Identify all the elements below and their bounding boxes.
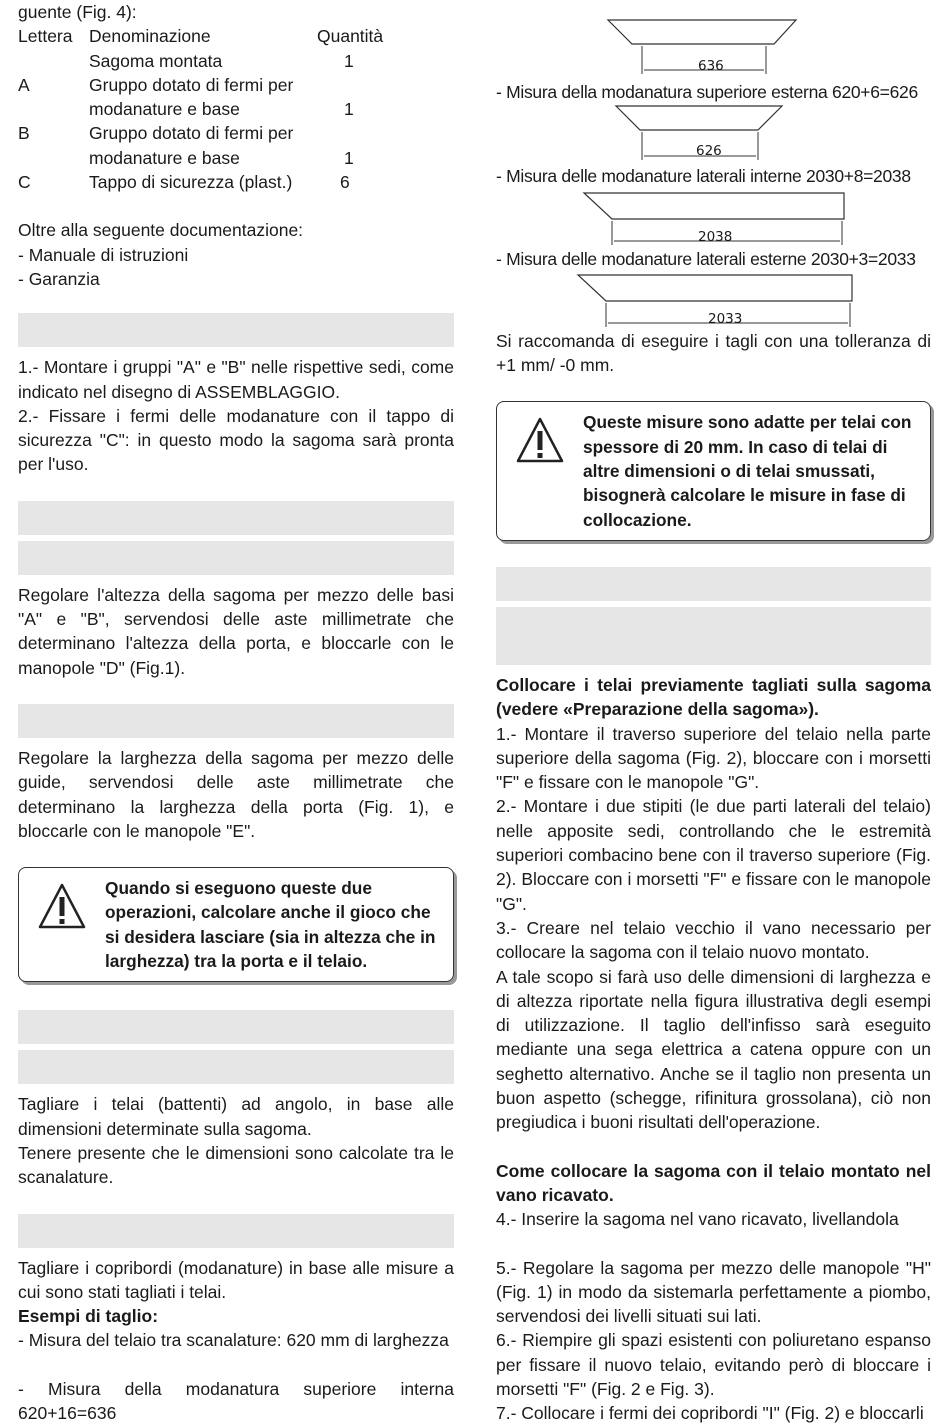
intro-text: guente (Fig. 4): [18, 2, 137, 22]
warning-icon [515, 416, 565, 464]
molding-figure-2038 [496, 189, 931, 247]
section-heading-bar [496, 607, 931, 665]
part-qty [317, 73, 377, 97]
doc-intro: Oltre alla seguente documentazione: [18, 220, 304, 241]
parts-table [18, 24, 454, 194]
width-text: Regolare la larghezza della sagoma per mezzo delle guide, servendosi delle aste millimetrate che determinano la larghezza della porta (Fig. 1), e bloccarle con le manopole "E". [18, 747, 454, 841]
molding-figure-626 [496, 104, 931, 164]
assembly-step-1: 1.- Montare i gruppi "A" e "B" nelle rispettive sedi, come indicato nel disegno di ASSEMBLAGGIO. [18, 357, 454, 402]
example-line: - Misura del telaio tra scanalature: 620 mm di larghezza [18, 1330, 449, 1351]
part-qty: 1 [344, 99, 354, 120]
right-column [496, 0, 931, 1426]
part-qty: 1 [344, 50, 354, 71]
assembly-step-2: 2.- Fissare i fermi delle modanature con il tappo di sicurezza "C": in questo modo la sagoma sarà pronta per l'uso. [18, 405, 454, 475]
example-line: - Misura della modanatura superiore interna 620+16=636 [18, 1378, 454, 1423]
place-title: Collocare i telai previamente tagliati sulla sagoma (vedere «Preparazione della sagoma»). [496, 674, 931, 720]
warning-box [496, 401, 931, 540]
doc-item: - Garanzia [18, 268, 100, 289]
left-column [18, 0, 454, 1425]
step-7: 7.- Collocare i fermi dei copribordi "I" (Fig. 2) e bloccarli [496, 1403, 924, 1424]
warning-text: Quando si eseguono queste due operazioni, calcolare anche il gioco che si desidera lasciare (sia in altezza che in larghezza) tra la porta e il telaio. [105, 878, 436, 972]
part-letter: B [18, 123, 30, 144]
mold-text: Tagliare i copribordi (modanature) in base alle misure a cui sono stati tagliati i telai. [18, 1257, 454, 1302]
part-letter [18, 146, 89, 170]
section-heading-bar [18, 313, 454, 347]
dimension-label: 2033 [708, 310, 743, 327]
part-name: modanature e base [89, 99, 240, 120]
step-6: 6.- Riempire gli spazi esistenti con poliuretano espanso per fissare il nuovo telaio, evitando però di bloccare i morsetti "F" (Fig. 2 e Fig. 3). [496, 1330, 931, 1399]
step-5: 5.- Regolare la sagoma per mezzo delle manopole "H" (Fig. 1) in modo da sistemarla perfettamente a piombo, servendosi dei livelli situati sui lati. [496, 1257, 931, 1327]
step-1: 1.- Montare il traverso superiore del telaio nella parte superiore della sagoma (Fig. 2), bloccare con i morsetti "F" e fissare con le manopole "G". [496, 723, 931, 793]
part-qty: 6 [340, 172, 350, 193]
part-name: Gruppo dotato di fermi per [89, 123, 294, 144]
section-heading-bar [18, 704, 454, 738]
section-heading-bar [496, 567, 931, 601]
part-qty: 1 [344, 147, 354, 168]
tolerance-text: Si raccomanda di eseguire i tagli con una tolleranza di +1 mm/ -0 mm. [496, 330, 931, 376]
dimension-label: 636 [698, 58, 724, 74]
molding-figure-636 [496, 0, 931, 80]
measure-line: - Misura delle modanature laterali esterne 2030+3=2033 [496, 248, 916, 269]
frame-title: Come collocare la sagoma con il telaio montato nel vano ricavato. [496, 1160, 931, 1205]
measure-line: - Misura delle modanature laterali interne 2030+8=2038 [496, 166, 911, 187]
section-heading-bar [18, 1010, 454, 1044]
dimension-label: 626 [696, 143, 722, 160]
parts-header-letter: Lettera [18, 26, 73, 47]
examples-title: Esempi di taglio: [18, 1306, 159, 1327]
dimension-label: 2038 [698, 228, 733, 245]
measure-line: - Misura della modanatura superiore esterna 620+6=626 [496, 82, 918, 102]
part-letter: C [18, 172, 31, 193]
parts-header-name: Denominazione [89, 26, 211, 47]
warning-icon [37, 882, 87, 930]
part-name: modanature e base [89, 147, 240, 168]
cut-text-1: Tagliare i telai (battenti) ad angolo, in base alle dimensioni determinate sulla sagoma. [18, 1094, 454, 1139]
doc-item: - Manuale di istruzioni [18, 244, 189, 265]
height-text: Regolare l'altezza della sagoma per mezzo delle basi "A" e "B", servendosi delle aste millimetrate che determinano l'altezza della porta, e bloccarle con le manopole "D" (Fig.1). [18, 584, 454, 678]
section-heading-bar [18, 1050, 454, 1084]
molding-figure-2033 [496, 271, 931, 329]
part-letter: A [18, 74, 30, 95]
step-3b: A tale scopo si farà uso delle dimensioni di larghezza e di altezza riportate nella figura illustrativa degli esempi di utilizzazione. Il taglio dell'infisso sarà eseguito mediante una sega elettrica a catena oppure con un seghetto alternativo. Anche se il taglio non presenta un buon aspetto (schegge, rifinitura grossolana), ciò non pregiudica i buoni risultati dell'operazione. [496, 966, 931, 1133]
step-3: 3.- Creare nel telaio vecchio il vano necessario per collocare la sagoma con il telaio nuovo montato. [496, 917, 931, 963]
part-name: Gruppo dotato di fermi per [89, 74, 294, 95]
part-name: Sagoma montata [89, 50, 223, 71]
part-letter [18, 97, 89, 121]
section-heading-bar [18, 541, 454, 575]
cut-text-2: Tenere presente che le dimensioni sono calcolate tra le scanalature. [18, 1142, 454, 1188]
section-heading-bar [18, 1214, 454, 1248]
part-letter [18, 49, 89, 73]
section-heading-bar [18, 501, 454, 535]
parts-header-qty: Quantità [317, 26, 384, 47]
warning-text: Queste misure sono adatte per telai con spessore di 20 mm. In caso di telai di altre dimensioni o di telai smussati, bisognerà calcolare le misure in fase di collocazione. [583, 412, 912, 530]
step-4: 4.- Inserire la sagoma nel vano ricavato, livellandola [496, 1209, 899, 1230]
part-name: Tappo di sicurezza (plast.) [89, 172, 293, 193]
warning-box [18, 867, 454, 982]
part-qty [317, 121, 377, 145]
step-2: 2.- Montare i due stipiti (le due parti laterali del telaio) nelle apposite sedi, controllando che le estremità superiori combacino bene con il traverso superiore (Fig. 2). Bloccare con i morsetti "F" e fissare con le manopole "G". [496, 796, 931, 914]
